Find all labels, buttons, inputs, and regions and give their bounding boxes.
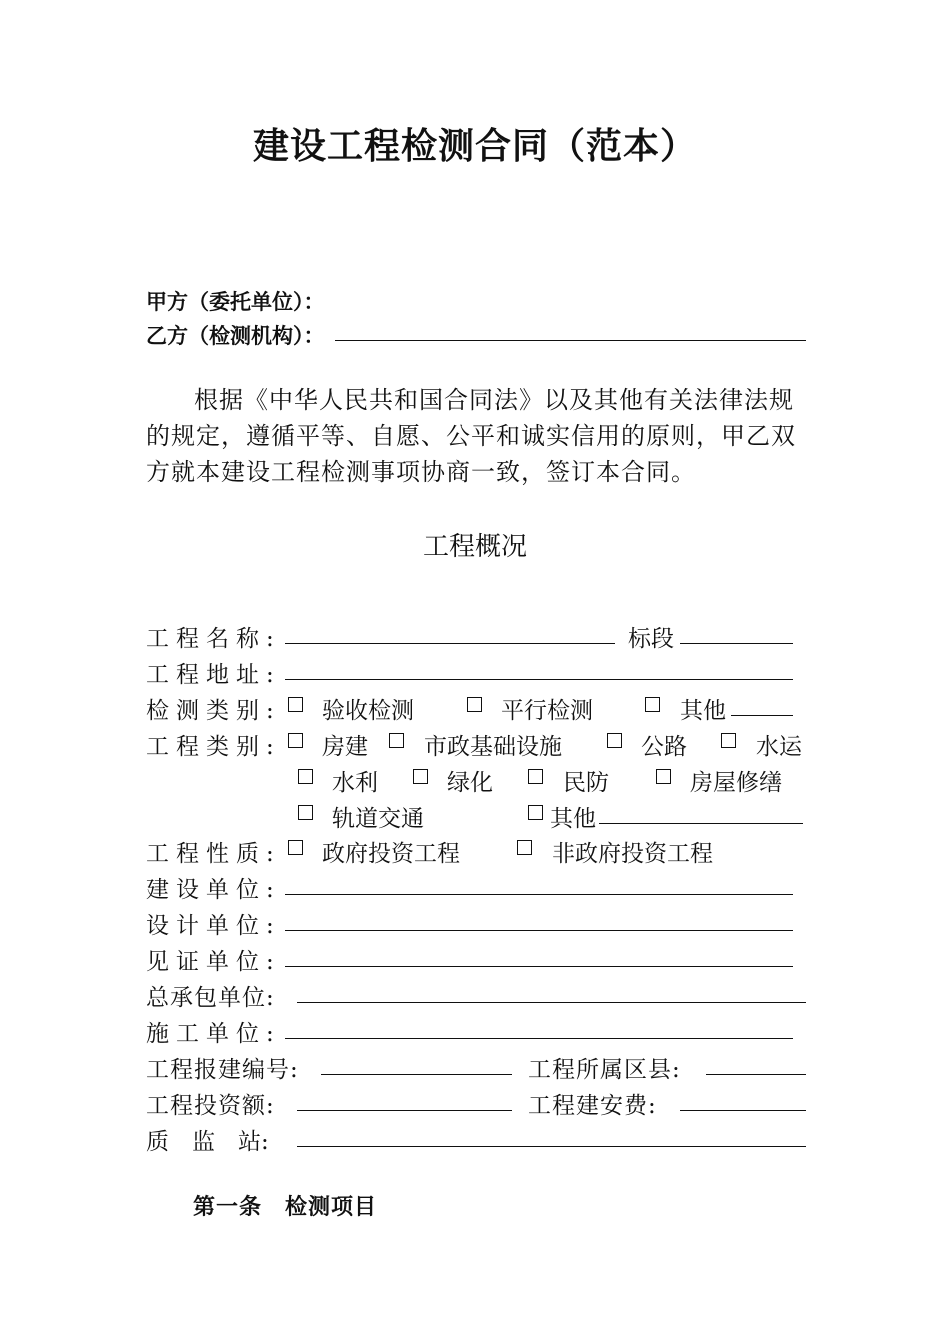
option-housing: 房建: [322, 734, 368, 760]
option-rail-transit: 轨道交通: [332, 806, 424, 832]
checkbox-test-other[interactable]: [645, 697, 660, 712]
checkbox-waterway[interactable]: [721, 733, 736, 748]
builder-unit-label: 施工单位:: [146, 1021, 281, 1047]
option-test-other: 其他: [680, 698, 726, 724]
witness-unit-line: [285, 966, 793, 967]
option-house-repair: 房屋修缮: [690, 770, 782, 796]
install-cost-label: 工程建安费:: [528, 1093, 657, 1119]
registration-no-line: [321, 1074, 512, 1075]
project-nature-label: 工程性质:: [146, 841, 281, 867]
checkbox-rail-transit[interactable]: [298, 805, 313, 820]
test-other-line: [731, 715, 793, 716]
checkbox-water-conservancy[interactable]: [298, 769, 313, 784]
design-unit-label: 设计单位:: [146, 913, 281, 939]
investment-line: [297, 1110, 512, 1111]
option-water-conservancy: 水利: [332, 770, 378, 796]
option-parallel: 平行检测: [501, 698, 593, 724]
party-b-label: 乙方（检测机构）：: [146, 324, 325, 348]
option-gov-investment: 政府投资工程: [322, 841, 460, 867]
district-line: [706, 1074, 806, 1075]
checkbox-greening[interactable]: [413, 769, 428, 784]
general-contractor-line: [297, 1002, 806, 1003]
category-other-line: [599, 823, 803, 824]
district-label: 工程所属区县:: [528, 1057, 681, 1083]
section-label: 标段: [628, 626, 674, 652]
checkbox-non-gov-investment[interactable]: [517, 840, 532, 855]
checkbox-house-repair[interactable]: [656, 769, 671, 784]
construction-unit-label: 建设单位:: [146, 877, 281, 903]
option-acceptance: 验收检测: [322, 698, 414, 724]
party-a-label: 甲方（委托单位）：: [146, 290, 325, 314]
checkbox-parallel[interactable]: [467, 697, 482, 712]
option-greening: 绿化: [447, 770, 493, 796]
option-category-other: 其他: [550, 806, 596, 832]
builder-unit-line: [285, 1038, 793, 1039]
option-highway: 公路: [641, 734, 687, 760]
checkbox-municipal[interactable]: [389, 733, 404, 748]
project-name-label: 工程名称:: [146, 626, 281, 652]
section-line: [680, 643, 793, 644]
intro-paragraph: 根据《中华人民共和国合同法》以及其他有关法律法规的规定，遵循平等、自愿、公平和诚实信用的原则，甲乙双方就本建设工程检测事项协商一致，签订本合同。: [146, 386, 796, 486]
checkbox-gov-investment[interactable]: [288, 840, 303, 855]
checkbox-category-other[interactable]: [528, 805, 543, 820]
design-unit-line: [285, 930, 793, 931]
option-waterway: 水运: [756, 734, 802, 760]
witness-unit-label: 见证单位:: [146, 949, 281, 975]
quality-station-line: [297, 1146, 806, 1147]
document-title: 建设工程检测合同（范本）: [252, 125, 697, 167]
article-1-heading: 第一条 检测项目: [193, 1195, 378, 1220]
option-non-gov-investment: 非政府投资工程: [552, 841, 713, 867]
install-cost-line: [680, 1110, 806, 1111]
option-municipal: 市政基础设施: [424, 734, 562, 760]
quality-station-label: 质 监 站:: [146, 1129, 269, 1155]
checkbox-civil-defense[interactable]: [528, 769, 543, 784]
construction-unit-line: [285, 894, 793, 895]
checkbox-acceptance[interactable]: [288, 697, 303, 712]
investment-label: 工程投资额:: [146, 1093, 275, 1119]
project-category-label: 工程类别:: [146, 734, 281, 760]
project-address-line: [285, 679, 793, 680]
checkbox-highway[interactable]: [607, 733, 622, 748]
overview-heading: 工程概况: [422, 532, 527, 562]
general-contractor-label: 总承包单位:: [146, 985, 275, 1011]
project-name-line: [285, 643, 615, 644]
test-category-label: 检测类别:: [146, 698, 281, 724]
checkbox-housing[interactable]: [288, 733, 303, 748]
registration-no-label: 工程报建编号:: [146, 1057, 299, 1083]
project-address-label: 工程地址:: [146, 662, 281, 688]
option-civil-defense: 民防: [563, 770, 609, 796]
party-b-line: [335, 340, 806, 341]
